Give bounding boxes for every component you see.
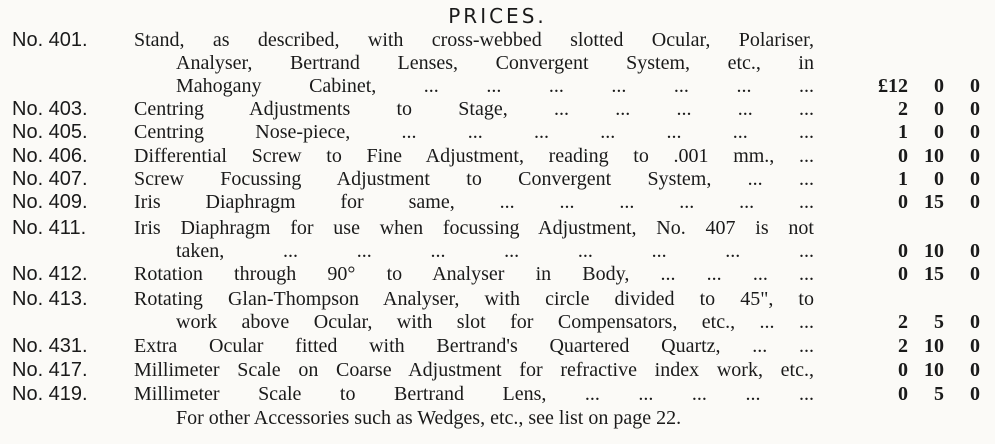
item-price xyxy=(810,167,980,191)
price-pounds: 0 xyxy=(898,383,908,405)
price-pence: 0 xyxy=(970,168,980,190)
item-description: Millimeter Scale on Coarse Adjustment for refractive index work, etc., xyxy=(134,359,814,381)
price-shillings: 15 xyxy=(924,191,944,213)
price-pounds: 2 xyxy=(898,335,908,357)
price-shillings: 0 xyxy=(934,121,944,143)
price-shillings: 10 xyxy=(924,145,944,167)
item-description: Iris Diaphragm for use when focussing Adjustment, No. 407 is not xyxy=(134,217,814,239)
price-pence: 0 xyxy=(970,383,980,405)
price-shillings: 5 xyxy=(934,311,944,333)
item-description: Iris Diaphragm for same, ... ... ... ... ... ... xyxy=(134,191,814,213)
item-description: Centring Adjustments to Stage, ... ... ... ... ... xyxy=(134,98,814,120)
price-pence: 0 xyxy=(970,75,980,97)
price-pounds: 2 xyxy=(898,311,908,333)
item-price xyxy=(810,358,980,382)
price-pounds: 1 xyxy=(898,168,908,190)
item-price xyxy=(810,74,980,98)
price-pounds: 0 xyxy=(898,145,908,167)
item-description: Centring Nose-piece, ... ... ... ... ... ... ... xyxy=(134,121,814,143)
item-description: Rotating Glan-Thompson Analyser, with circle divided to 45", to xyxy=(134,288,814,310)
item-description: Stand, as described, with cross-webbed slotted Ocular, Polariser, xyxy=(134,29,814,51)
item-number: No. 405. xyxy=(12,121,88,143)
item-number: No. 413. xyxy=(12,288,88,310)
item-price xyxy=(810,262,980,286)
item-description: Millimeter Scale to Bertrand Lens, ... ... ... ... ... xyxy=(134,383,814,405)
price-pounds: 0 xyxy=(898,240,908,262)
price-shillings: 5 xyxy=(934,383,944,405)
item-description: Analyser, Bertrand Lenses, Convergent System, etc., in xyxy=(176,52,814,74)
item-number: No. 412. xyxy=(12,263,88,285)
price-pence: 0 xyxy=(970,98,980,120)
item-price xyxy=(810,97,980,121)
price-pence: 0 xyxy=(970,145,980,167)
price-shillings: 0 xyxy=(934,168,944,190)
item-price xyxy=(810,120,980,144)
price-shillings: 10 xyxy=(924,335,944,357)
price-pounds: 2 xyxy=(898,98,908,120)
item-price xyxy=(810,310,980,334)
item-number: No. 419. xyxy=(12,383,88,405)
item-number: No. 411. xyxy=(12,217,87,239)
price-pounds: 1 xyxy=(898,121,908,143)
price-shillings: 0 xyxy=(934,75,944,97)
price-pence: 0 xyxy=(970,263,980,285)
item-description: Differential Screw to Fine Adjustment, reading to .001 mm., ... xyxy=(134,145,814,167)
item-description: taken, ... ... ... ... ... ... ... ... xyxy=(176,240,814,262)
price-pounds: 0 xyxy=(898,359,908,381)
item-description: Extra Ocular fitted with Bertrand's Quartered Quartz, ... ... xyxy=(134,335,814,357)
price-pounds: 0 xyxy=(898,263,908,285)
price-shillings: 10 xyxy=(924,359,944,381)
item-price xyxy=(810,144,980,168)
price-pence: 0 xyxy=(970,191,980,213)
item-number: No. 431. xyxy=(12,335,88,357)
item-number: No. 403. xyxy=(12,98,88,120)
item-price xyxy=(810,190,980,214)
item-number: No. 409. xyxy=(12,191,88,213)
item-number: No. 406. xyxy=(12,145,88,167)
price-shillings: 10 xyxy=(924,240,944,262)
item-price xyxy=(810,334,980,358)
price-pence: 0 xyxy=(970,335,980,357)
item-price xyxy=(810,239,980,263)
item-description: Screw Focussing Adjustment to Convergent System, ... ... xyxy=(134,168,814,190)
item-description: Rotation through 90° to Analyser in Body, ... ... ... ... xyxy=(134,263,814,285)
price-pounds: 0 xyxy=(898,191,908,213)
item-description: work above Ocular, with slot for Compensators, etc., ... ... xyxy=(176,311,814,333)
price-pence: 0 xyxy=(970,359,980,381)
price-pence: 0 xyxy=(970,311,980,333)
page-title: PRICES. xyxy=(448,4,547,28)
footnote: For other Accessories such as Wedges, etc., see list on page 22. xyxy=(176,407,682,429)
price-pounds: £12 xyxy=(878,75,908,97)
price-shillings: 0 xyxy=(934,98,944,120)
item-price xyxy=(810,382,980,406)
price-shillings: 15 xyxy=(924,263,944,285)
item-number: No. 407. xyxy=(12,168,88,190)
item-description: Mahogany Cabinet, ... ... ... ... ... ... ... xyxy=(176,75,814,97)
item-number: No. 401. xyxy=(12,29,88,51)
item-number: No. 417. xyxy=(12,359,88,381)
price-pence: 0 xyxy=(970,121,980,143)
price-pence: 0 xyxy=(970,240,980,262)
